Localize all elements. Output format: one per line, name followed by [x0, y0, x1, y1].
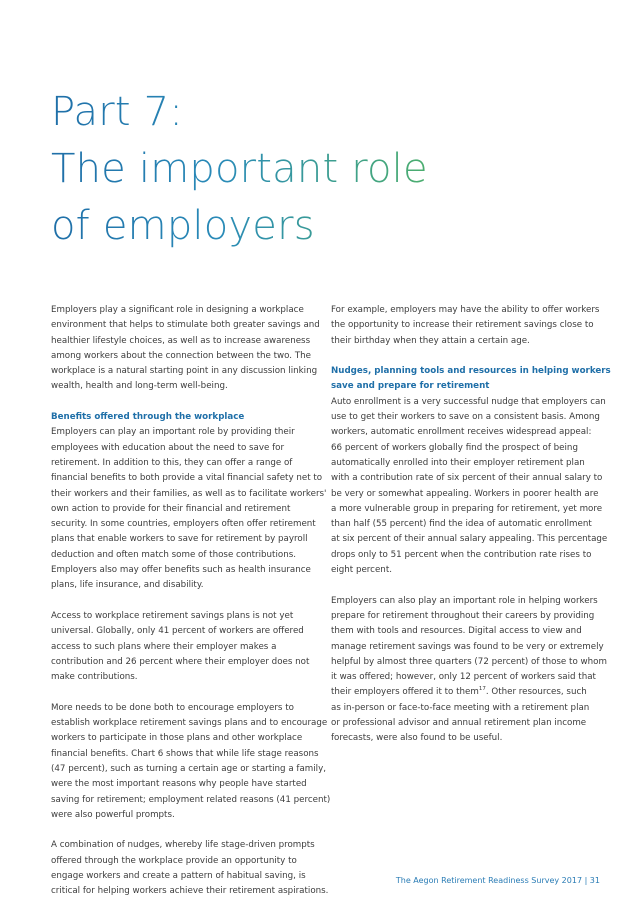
page-footer: The Aegon Retirement Readiness Survey 2017 | 31: [395, 876, 600, 885]
nudges-paragraph: A combination of nudges, whereby life stage-driven prompts offered through the workplace provide an opportunity to engage workers and create a pattern of habitual saving, is critical for helping workers achieve their retirement aspirations.: [51, 840, 329, 897]
title-line-1: Part 7:: [51, 84, 428, 141]
benefits-heading: Benefits offered through the workplace: [51, 412, 245, 423]
title-line-2: The important role: [51, 141, 428, 198]
encourage-paragraph: More needs to be done both to encourage employers to establish workplace retirement savings plans and to encourage workers to participate in those plans and other workplace financial benefits. Chart 6 shows that while life stage reasons (47 percent), such as turning a certain age or starting a family, were the most important reasons why people have started saving for retirement; employment related reasons (41 percent) were also powerful prompts.: [51, 702, 331, 820]
footnote-ref: 17: [478, 686, 486, 693]
intro-paragraph: Employers play a significant role in designing a workplace environment that helps to stimulate both greater savings and healthier lifestyle choices, as well as to increase awareness among workers about the connection between the two. The workplace is a natural starting point in any discussion linking wealth, health and long-term well-being.: [51, 305, 320, 392]
footnote-line: their employers offered it to them$^{17}$. Other resources, such: [331, 686, 587, 698]
nudges-heading-line-1: Nudges, planning tools and resources in helping workers: [331, 366, 611, 377]
benefits-section: Benefits offered through the workplace Employers can play an important role by providing their employees with education about the need to save for retirement. In addition to this, they can offer a range of financial benefits to both provide a vital financial safety net to their workers and their families, as well as to facilitate workers' own action to provide for their financial and retirement security. In some countries, employers often offer retirement plans that enable workers to save for retirement by payroll deduction and often match some of those contributions. Employers also may offer benefits such as health insurance plans, life insurance, and disability.: [51, 412, 327, 591]
page-title: [51, 84, 428, 255]
nudges-section: Nudges, planning tools and resources in helping workers save and prepare for retirement Auto enrollment is a very successful nudge that employers can use to get their workers to save on a consistent basis. Among workers, automatic enrollment receives widespread appeal: 66 percent of workers globally find the prospect of being automatically enrolled into their employer retirement plan with a contribution rate of six percent of their annual salary to be very or somewhat appealing. Workers in poorer health are a more vulnerable group in preparing for retirement, yet more than half (55 percent) find the idea of automatic enrollment at six percent of their annual salary appealing. This percentage drops only to 51 percent when the contribution rate rises to eight percent.: [331, 366, 611, 576]
access-paragraph: Access to workplace retirement savings plans is not yet universal. Globally, only 41 percent of workers are offered access to such plans where their employer makes a contribution and 26 percent where their employer does not make contributions.: [51, 610, 310, 683]
nudges-heading-line-2: save and prepare for retirement: [331, 381, 490, 392]
tools-paragraph: Employers can also play an important role in helping workers prepare for retirement throughout their careers by providing them with tools and resources. Digital access to view and manage retirement savings was found to be very or extremely helpful by almost three quarters (72 percent) of those to whom it was offered; however, only 12 percent of workers said that their employers offered it to them$^{17}$. Other resources, such as in-person or face-to-face meeting with a retirement plan or professional advisor and annual retirement plan income forecasts, were also found to be useful.: [331, 595, 607, 744]
left-column: [51, 303, 331, 915]
right-column: [331, 303, 611, 762]
title-line-3: of employers: [51, 198, 428, 255]
example-paragraph: For example, employers may have the ability to offer workers the opportunity to increase their retirement savings close to their birthday when they attain a certain age.: [331, 305, 600, 346]
